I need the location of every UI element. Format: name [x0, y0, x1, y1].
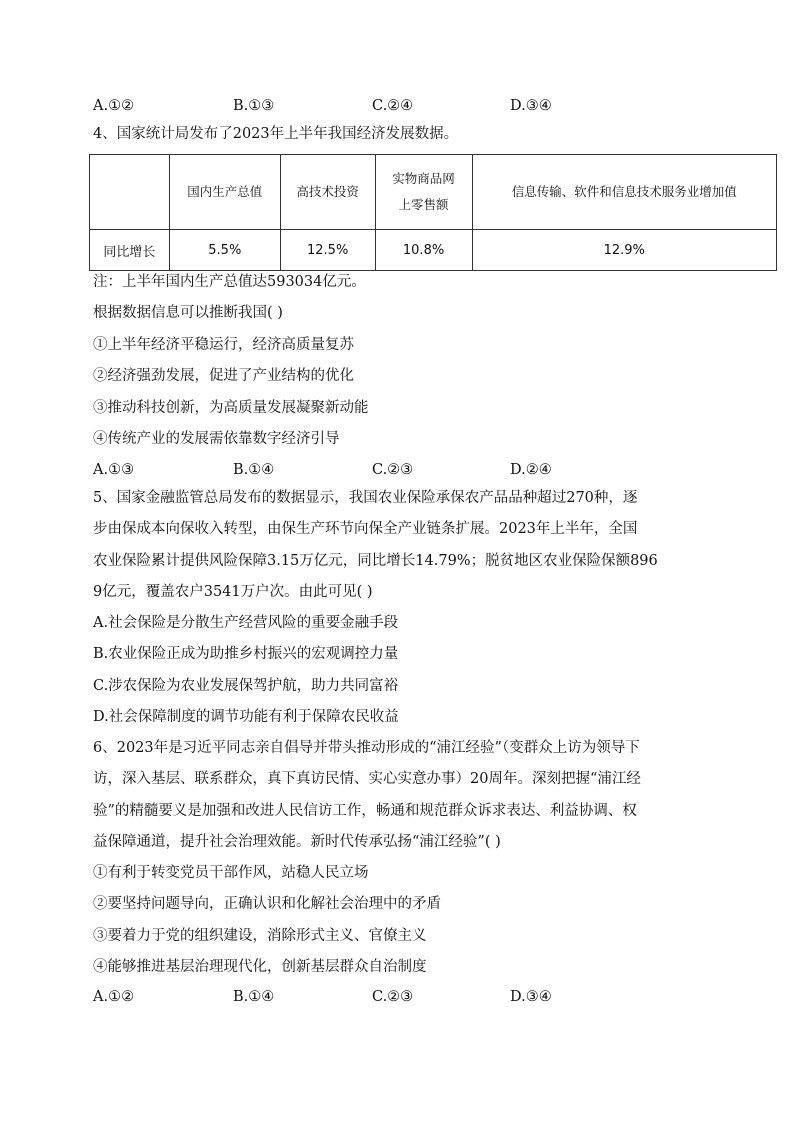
- q4-data-table: [89, 154, 777, 271]
- table-header-hightech-investment: 高技术投资: [280, 155, 375, 230]
- q3-option-b[interactable]: B.①③: [233, 98, 275, 114]
- table-cell-it-services: 12.9%: [472, 230, 777, 271]
- table-cell-hightech-investment: 12.5%: [280, 230, 375, 271]
- q4-statement-4: ④传统产业的发展需依靠数字经济引导: [93, 431, 340, 447]
- table-header-gdp: 国内生产总值: [169, 155, 280, 230]
- q6-option-b[interactable]: B.①④: [233, 989, 275, 1005]
- table-row: [90, 230, 777, 271]
- q6-statement-4: ④能够推进基层治理现代化，创新基层群众自治制度: [93, 959, 427, 975]
- q4-option-a[interactable]: A.①③: [93, 462, 135, 478]
- q6-option-a[interactable]: A.①②: [93, 989, 135, 1005]
- q6-stem-line-2: 访，深入基层、联系群众，真下真访民情、实心实意办事）20周年。深刻把握“浦江经: [93, 771, 641, 787]
- q4-option-d[interactable]: D.②④: [510, 462, 552, 478]
- q5-stem-line-4: 9亿元，覆盖农户3541万户次。由此可见( ): [93, 584, 373, 600]
- q6-statement-1: ①有利于转变党员干部作风，站稳人民立场: [93, 865, 369, 881]
- table-header-empty: [90, 155, 170, 230]
- q6-option-c[interactable]: C.②③: [372, 989, 414, 1005]
- q5-choice-a[interactable]: A.社会保险是分散生产经营风险的重要金融手段: [93, 615, 399, 631]
- q6-stem-line-3: 验”的精髓要义是加强和改进人民信访工作，畅通和规范群众诉求表达、利益协调、权: [93, 803, 637, 819]
- q3-option-d[interactable]: D.③④: [510, 98, 552, 114]
- table-cell-gdp: 5.5%: [169, 230, 280, 271]
- q4-note: 注：上半年国内生产总值达593034亿元。: [93, 274, 366, 290]
- q4-stem: 4、国家统计局发布了2023年上半年我国经济发展数据。: [93, 126, 459, 142]
- q5-choice-c[interactable]: C.涉农保险为农业发展保驾护航，助力共同富裕: [93, 678, 399, 694]
- q6-stem-line-1: 6、2023年是习近平同志亲自倡导并带头推动形成的“浦江经验”（变群众上访为领导下: [93, 740, 640, 756]
- q5-stem-line-1: 5、国家金融监管总局发布的数据显示，我国农业保险承保农产品品种超过270种，逐: [93, 490, 638, 506]
- q3-option-a[interactable]: A.①②: [93, 98, 135, 114]
- q3-option-c[interactable]: C.②④: [372, 98, 414, 114]
- q4-statement-1: ①上半年经济平稳运行，经济高质量复苏: [93, 337, 354, 353]
- q4-statement-3: ③推动科技创新，为高质量发展凝聚新动能: [93, 400, 369, 416]
- q3-options: [93, 96, 653, 116]
- table-header-it-services: 信息传输、软件和信息技术服务业增加值: [472, 155, 777, 230]
- q4-statement-2: ②经济强劲发展，促进了产业结构的优化: [93, 368, 354, 384]
- q5-choice-d[interactable]: D.社会保障制度的调节功能有利于保障农民收益: [93, 709, 399, 725]
- q6-option-d[interactable]: D.③④: [510, 989, 552, 1005]
- table-header-online-retail: 实物商品网上零售额: [375, 155, 472, 230]
- table-cell-online-retail: 10.8%: [375, 230, 472, 271]
- q5-stem-line-2: 步由保成本向保收入转型，由保生产环节向保全产业链条扩展。2023年上半年，全国: [93, 521, 638, 537]
- q6-stem-line-4: 益保障通道，提升社会治理效能。新时代传承弘扬“浦江经验”( ): [93, 834, 501, 850]
- q5-choice-b[interactable]: B.农业保险正成为助推乡村振兴的宏观调控力量: [93, 646, 399, 662]
- q5-stem-line-3: 农业保险累计提供风险保障3.15万亿元，同比增长14.79%；脱贫地区农业保险保额896: [93, 553, 658, 569]
- q6-options: [93, 987, 653, 1007]
- q4-option-b[interactable]: B.①④: [233, 462, 275, 478]
- q4-question: 根据数据信息可以推断我国( ): [93, 305, 283, 321]
- table-header-row: [90, 155, 777, 230]
- table-row-label: 同比增长: [90, 230, 170, 271]
- q4-options: [93, 460, 653, 480]
- q6-statement-3: ③要着力于党的组织建设，消除形式主义、官僚主义: [93, 928, 427, 944]
- q4-option-c[interactable]: C.②③: [372, 462, 414, 478]
- q6-statement-2: ②要坚持问题导向，正确认识和化解社会治理中的矛盾: [93, 896, 441, 912]
